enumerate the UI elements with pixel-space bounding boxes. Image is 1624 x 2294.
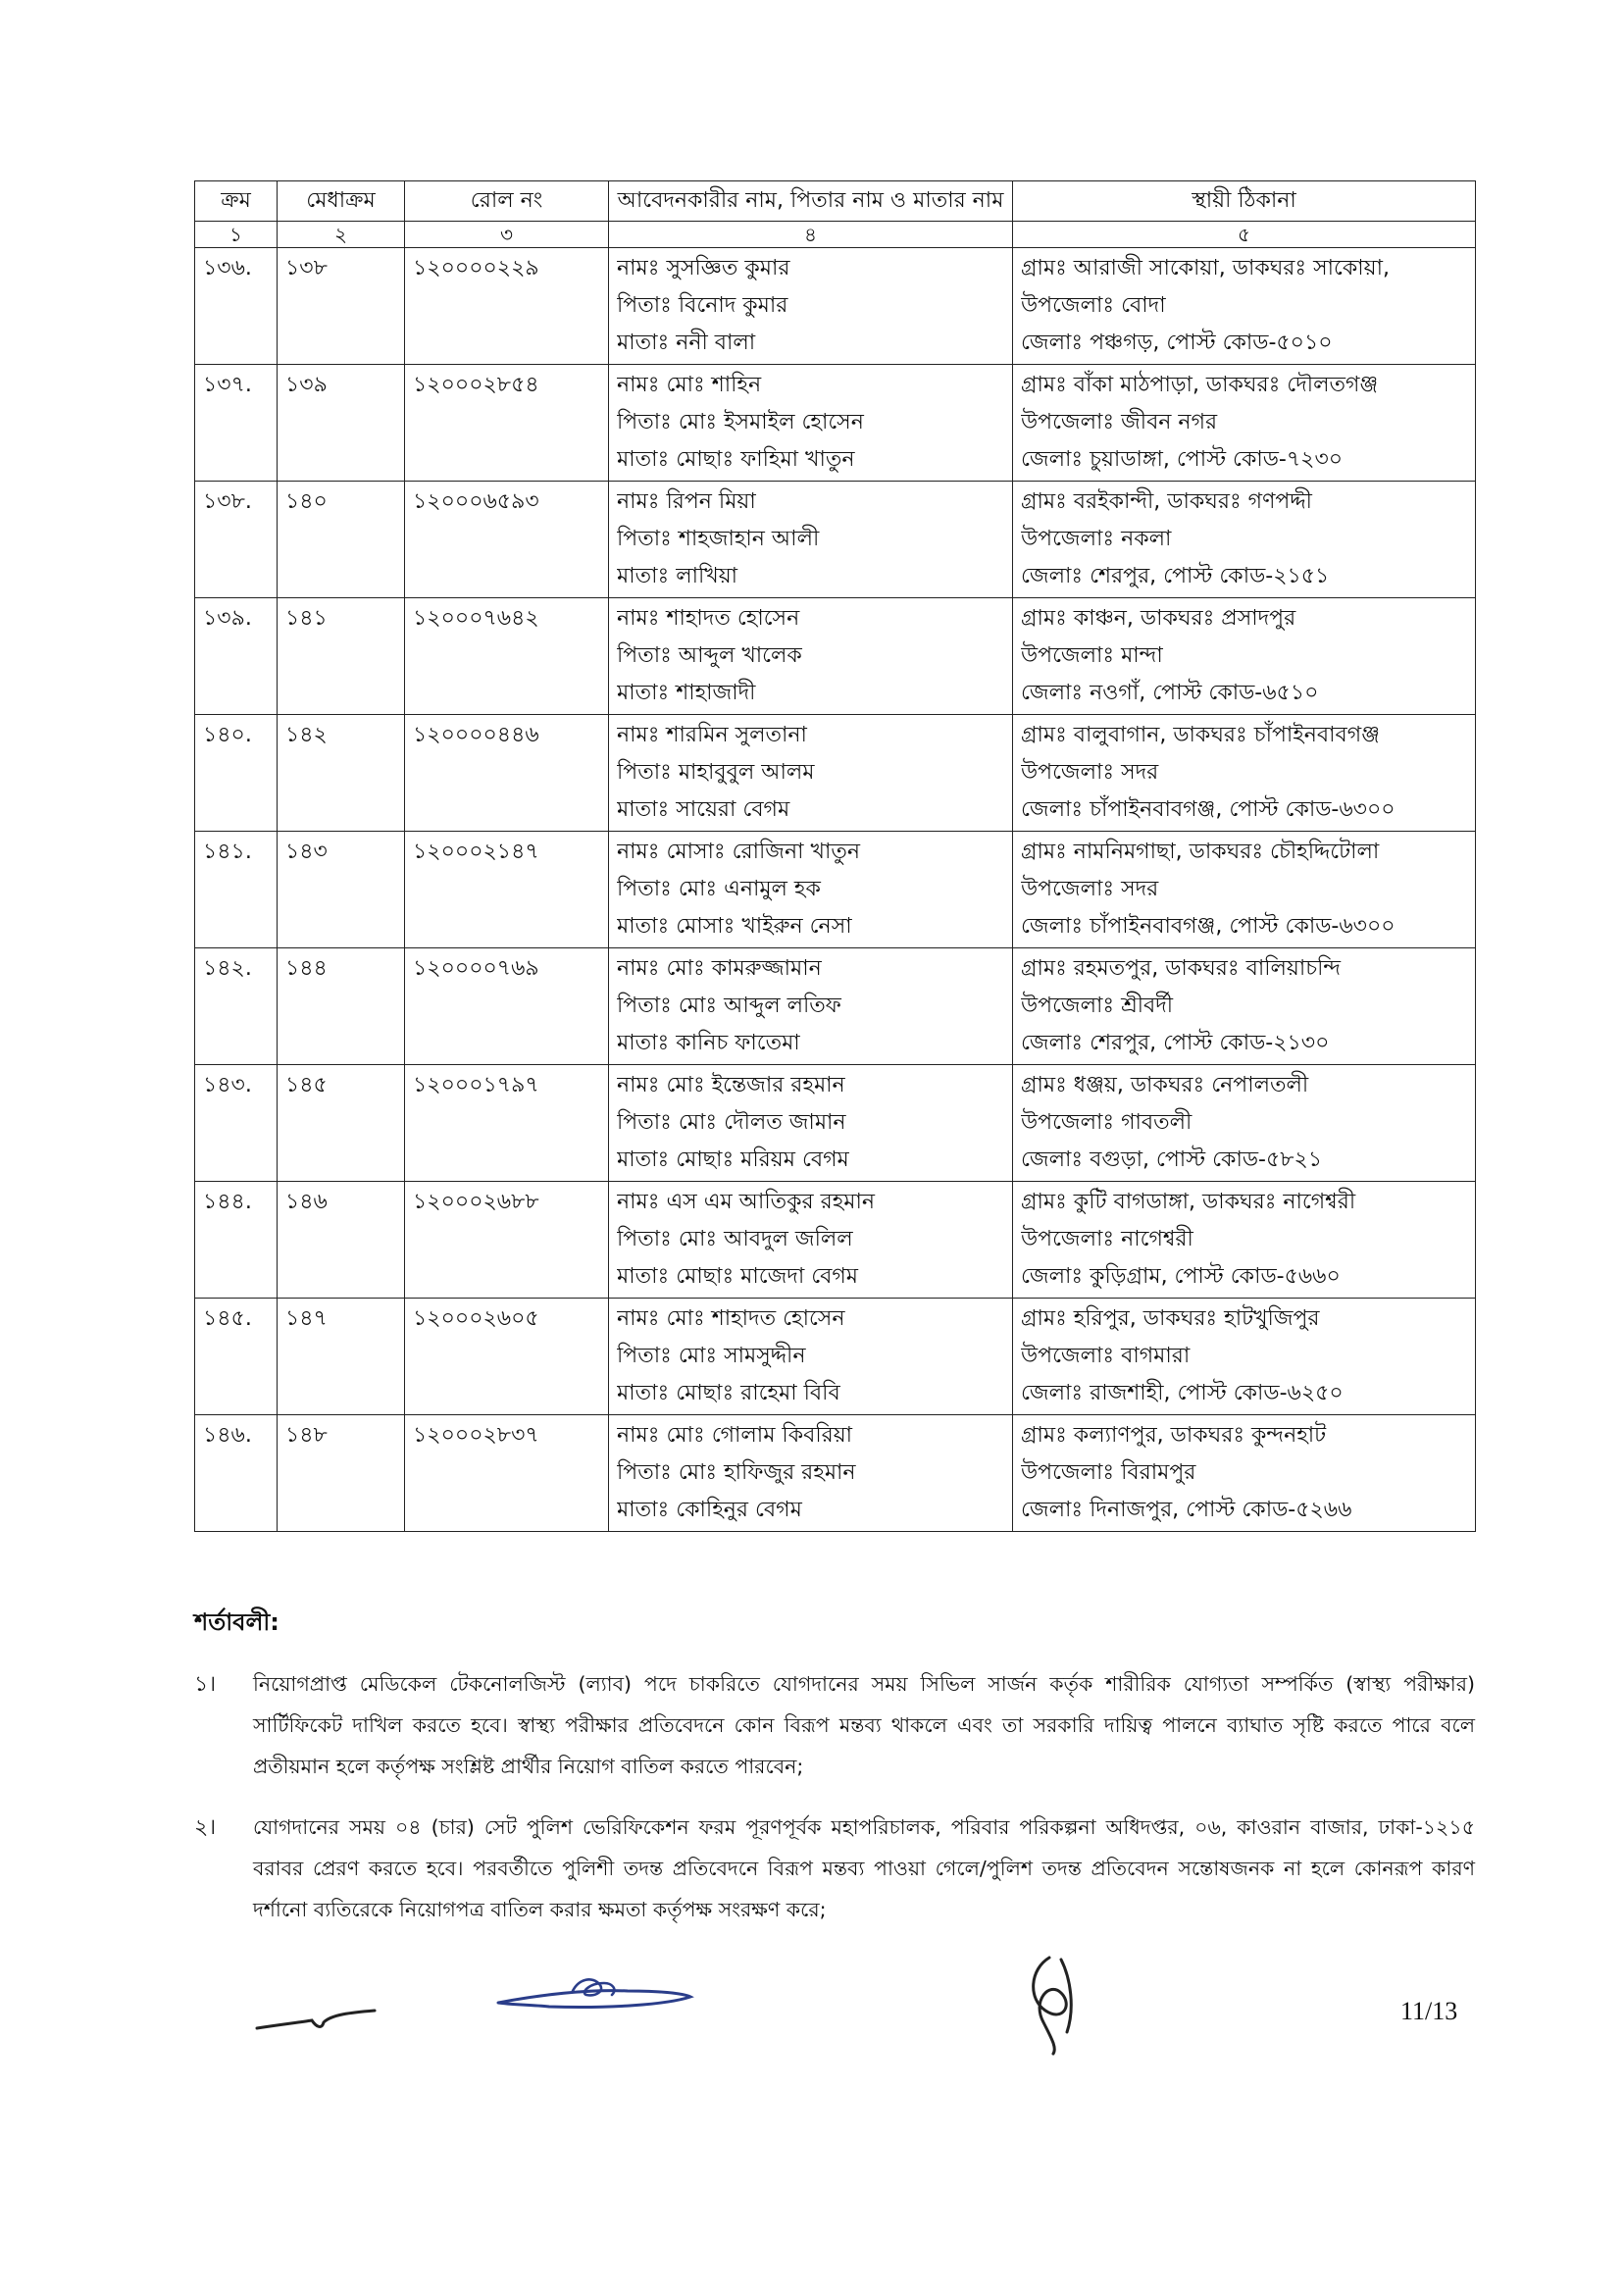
applicant-name: নামঃ শাহাদত হোসেন — [617, 606, 800, 631]
roll-cell: ১২০০০০৪৪৬ — [405, 715, 609, 832]
address-upazila: উপজেলাঃ জীবন নগর — [1021, 410, 1218, 434]
table-row — [195, 1065, 1476, 1182]
serial-cell: ১৪২. — [195, 948, 278, 1065]
header-merit: মেধাক্রম — [278, 181, 405, 222]
column-number: ২ — [278, 222, 405, 248]
address-upazila: উপজেলাঃ নাগেশ্বরী — [1021, 1227, 1193, 1251]
serial-cell: ১৪৪. — [195, 1182, 278, 1299]
address-upazila: উপজেলাঃ মান্দা — [1021, 643, 1163, 668]
address-district: জেলাঃ চাঁপাইনবাবগঞ্জ, পোস্ট কোড-৬৩০০ — [1021, 914, 1396, 939]
serial-cell: ১৪৫. — [195, 1299, 278, 1415]
mother-name: মাতাঃ কানিচ ফাতেমা — [617, 1031, 800, 1055]
names-cell — [609, 248, 1013, 365]
header-roll: রোল নং — [405, 181, 609, 222]
address-district: জেলাঃ পঞ্চগড়, পোস্ট কোড-৫০১০ — [1021, 331, 1333, 355]
address-village: গ্রামঃ ধঞ্জয়, ডাকঘরঃ নেপালতলী — [1021, 1073, 1309, 1097]
address-village: গ্রামঃ বাঁকা মাঠপাড়া, ডাকঘরঃ দৌলতগঞ্জ — [1021, 373, 1379, 397]
applicant-name: নামঃ মোঃ ইন্তেজার রহমান — [617, 1073, 845, 1097]
roll-cell: ১২০০০৬৫৯৩ — [405, 482, 609, 598]
address-district: জেলাঃ চাঁপাইনবাবগঞ্জ, পোস্ট কোড-৬৩০০ — [1021, 797, 1396, 822]
table-row — [195, 948, 1476, 1065]
address-village: গ্রামঃ নামনিমগাছা, ডাকঘরঃ চৌহদ্দিটোলা — [1021, 840, 1380, 864]
table-header-row — [195, 181, 1476, 222]
address-cell — [1013, 1182, 1476, 1299]
serial-cell: ১৪০. — [195, 715, 278, 832]
mother-name: মাতাঃ মোছাঃ মরিয়ম বেগম — [617, 1147, 849, 1172]
names-cell — [609, 832, 1013, 948]
father-name: পিতাঃ আব্দুল খালেক — [617, 643, 802, 668]
applicant-name: নামঃ রিপন মিয়া — [617, 489, 756, 514]
term-number: ২। — [194, 1815, 217, 1840]
address-village: গ্রামঃ রহমতপুর, ডাকঘরঃ বালিয়াচন্দি — [1021, 956, 1342, 981]
term-item — [194, 1807, 1475, 1930]
father-name: পিতাঃ শাহজাহান আলী — [617, 527, 820, 551]
term-item — [194, 1663, 1475, 1787]
table-row — [195, 248, 1476, 365]
father-name: পিতাঃ মোঃ হাফিজুর রহমান — [617, 1460, 856, 1485]
roll-cell: ১২০০০১৭৯৭ — [405, 1065, 609, 1182]
roll-cell: ১২০০০২৬০৫ — [405, 1299, 609, 1415]
mother-name: মাতাঃ সায়েরা বেগম — [617, 797, 790, 822]
signature-initials-2 — [490, 1962, 696, 2020]
signature-initials-1 — [253, 1991, 381, 2040]
appointee-table — [194, 180, 1476, 1532]
address-upazila: উপজেলাঃ শ্রীবর্দী — [1021, 994, 1174, 1018]
father-name: পিতাঃ মোঃ এনামুল হক — [617, 877, 821, 901]
column-number: ৫ — [1013, 222, 1476, 248]
serial-cell: ১৩৯. — [195, 598, 278, 715]
serial-cell: ১৩৬. — [195, 248, 278, 365]
term-text: যোগদানের সময় ০৪ (চার) সেট পুলিশ ভেরিফিকেশন ফরম পূরণপূর্বক মহাপরিচালক, পরিবার পরিকল্পনা অধিদপ্তর, ০৬, কাওরান বাজার, ঢাকা-১২১৫ বরাবর প্রেরণ করতে হবে। পরবর্তীতে পুলিশী তদন্ত প্রতিবেদনে বিরূপ মন্তব্য পাওয়া গেলে/পুলিশ তদন্ত প্রতিবেদন সন্তোষজনক না হলে কোনরূপ কারণ দর্শানো ব্যতিরেকে নিয়োগপত্র বাতিল করার ক্ষমতা কর্তৃপক্ষ সংরক্ষণ করে; — [253, 1815, 1475, 1921]
address-village: গ্রামঃ কল্যাণপুর, ডাকঘরঃ কুন্দনহাট — [1021, 1423, 1327, 1448]
serial-cell: ১৪৬. — [195, 1415, 278, 1532]
table-row — [195, 365, 1476, 482]
father-name: পিতাঃ মাহাবুবুল আলম — [617, 760, 815, 785]
table-row — [195, 1182, 1476, 1299]
terms-heading: শর্তাবলী: — [194, 1608, 279, 1636]
mother-name: মাতাঃ লাখিয়া — [617, 564, 738, 588]
roll-cell: ১২০০০০৭৬৯ — [405, 948, 609, 1065]
mother-name: মাতাঃ মোছাঃ মাজেদা বেগম — [617, 1264, 859, 1289]
mother-name: মাতাঃ কোহিনুর বেগম — [617, 1498, 802, 1522]
table-row — [195, 832, 1476, 948]
table-row — [195, 598, 1476, 715]
names-cell — [609, 365, 1013, 482]
address-cell — [1013, 832, 1476, 948]
address-village: গ্রামঃ বরইকান্দী, ডাকঘরঃ গণপদ্দী — [1021, 489, 1312, 514]
names-cell — [609, 482, 1013, 598]
address-village: গ্রামঃ কাঞ্চন, ডাকঘরঃ প্রসাদপুর — [1021, 606, 1296, 631]
serial-cell: ১৪৩. — [195, 1065, 278, 1182]
address-cell — [1013, 248, 1476, 365]
roll-cell: ১২০০০৭৬৪২ — [405, 598, 609, 715]
serial-cell: ১৩৭. — [195, 365, 278, 482]
applicant-name: নামঃ এস এম আতিকুর রহমান — [617, 1190, 875, 1214]
table-row — [195, 715, 1476, 832]
term-number: ১। — [194, 1672, 217, 1697]
applicant-name: নামঃ মোঃ গোলাম কিবরিয়া — [617, 1423, 853, 1448]
roll-cell: ১২০০০২৬৮৮ — [405, 1182, 609, 1299]
address-cell — [1013, 1299, 1476, 1415]
father-name: পিতাঃ মোঃ দৌলত জামান — [617, 1110, 846, 1135]
address-village: গ্রামঃ বালুবাগান, ডাকঘরঃ চাঁপাইনবাবগঞ্জ — [1021, 723, 1380, 747]
mother-name: মাতাঃ মোছাঃ রাহেমা বিবি — [617, 1381, 840, 1405]
names-cell — [609, 598, 1013, 715]
address-upazila: উপজেলাঃ নকলা — [1021, 527, 1172, 551]
names-cell — [609, 948, 1013, 1065]
names-cell — [609, 1299, 1013, 1415]
address-district: জেলাঃ দিনাজপুর, পোস্ট কোড-৫২৬৬ — [1021, 1498, 1352, 1522]
applicant-name: নামঃ মোসাঃ রোজিনা খাতুন — [617, 840, 860, 864]
applicant-name: নামঃ শারমিন সুলতানা — [617, 723, 807, 747]
address-district: জেলাঃ কুড়িগ্রাম, পোস্ট কোড-৫৬৬০ — [1021, 1264, 1341, 1289]
serial-cell: ১৩৮. — [195, 482, 278, 598]
roll-cell: ১২০০০২৮৩৭ — [405, 1415, 609, 1532]
header-names: আবেদনকারীর নাম, পিতার নাম ও মাতার নাম — [609, 181, 1013, 222]
address-district: জেলাঃ চুয়াডাঙ্গা, পোস্ট কোড-৭২৩০ — [1021, 447, 1344, 472]
page-number: 11/13 — [1400, 1997, 1458, 2025]
mother-name: মাতাঃ শাহাজাদী — [617, 681, 756, 705]
roll-cell: ১২০০০০২২৯ — [405, 248, 609, 365]
merit-cell: ১৩৮ — [278, 248, 405, 365]
mother-name: মাতাঃ মোসাঃ খাইরুন নেসা — [617, 914, 852, 939]
address-upazila: উপজেলাঃ সদর — [1021, 877, 1159, 901]
applicant-name: নামঃ মোঃ কামরুজ্জামান — [617, 956, 822, 981]
names-cell — [609, 1415, 1013, 1532]
serial-cell: ১৪১. — [195, 832, 278, 948]
merit-cell: ১৪২ — [278, 715, 405, 832]
applicant-name: নামঃ মোঃ শাহিন — [617, 373, 762, 397]
father-name: পিতাঃ মোঃ সামসুদ্দীন — [617, 1344, 806, 1368]
applicant-name: নামঃ সুসজ্ঞিত কুমার — [617, 256, 790, 280]
roll-cell: ১২০০০২১৪৭ — [405, 832, 609, 948]
table-row — [195, 1415, 1476, 1532]
merit-cell: ১৪১ — [278, 598, 405, 715]
address-cell — [1013, 1415, 1476, 1532]
address-cell — [1013, 715, 1476, 832]
applicant-name: নামঃ মোঃ শাহাদত হোসেন — [617, 1306, 845, 1331]
merit-cell: ১৪৭ — [278, 1299, 405, 1415]
address-cell — [1013, 365, 1476, 482]
father-name: পিতাঃ মোঃ ইসমাইল হোসেন — [617, 410, 864, 434]
address-upazila: উপজেলাঃ বোদা — [1021, 293, 1166, 318]
address-district: জেলাঃ নওগাঁ, পোস্ট কোড-৬৫১০ — [1021, 681, 1319, 705]
merit-cell: ১৪৫ — [278, 1065, 405, 1182]
merit-cell: ১৪৬ — [278, 1182, 405, 1299]
address-cell — [1013, 1065, 1476, 1182]
header-serial: ক্রম — [195, 181, 278, 222]
merit-cell: ১৪৮ — [278, 1415, 405, 1532]
address-upazila: উপজেলাঃ বাগমারা — [1021, 1344, 1191, 1368]
merit-cell: ১৩৯ — [278, 365, 405, 482]
column-number: ৩ — [405, 222, 609, 248]
address-cell — [1013, 482, 1476, 598]
merit-cell: ১৪০ — [278, 482, 405, 598]
address-upazila: উপজেলাঃ গাবতলী — [1021, 1110, 1193, 1135]
column-number: ৪ — [609, 222, 1013, 248]
father-name: পিতাঃ মোঃ আবদুল জলিল — [617, 1227, 853, 1251]
mother-name: মাতাঃ ননী বালা — [617, 331, 756, 355]
names-cell — [609, 715, 1013, 832]
address-district: জেলাঃ শেরপুর, পোস্ট কোড-২১৩০ — [1021, 1031, 1330, 1055]
address-cell — [1013, 598, 1476, 715]
address-village: গ্রামঃ আরাজী সাকোয়া, ডাকঘরঃ সাকোয়া, — [1021, 256, 1390, 280]
address-cell — [1013, 948, 1476, 1065]
term-text: নিয়োগপ্রাপ্ত মেডিকেল টেকনোলজিস্ট (ল্যাব) পদে চাকরিতে যোগদানের সময় সিভিল সার্জন কর্তৃক শারীরিক যোগ্যতা সম্পর্কিত (স্বাস্থ্য পরীক্ষার) সার্টিফিকেট দাখিল করতে হবে। স্বাস্থ্য পরীক্ষার প্রতিবেদনে কোন বিরূপ মন্তব্য থাকলে এবং তা সরকারি দায়িত্ব পালনে ব্যাঘাত সৃষ্টি করতে পারে বলে প্রতীয়মান হলে কর্তৃপক্ষ সংশ্লিষ্ট প্রার্থীর নিয়োগ বাতিল করতে পারবেন; — [253, 1672, 1475, 1778]
merit-cell: ১৪৪ — [278, 948, 405, 1065]
signature-initials-3 — [1010, 1950, 1098, 2058]
table-row — [195, 482, 1476, 598]
header-address: স্থায়ী ঠিকানা — [1013, 181, 1476, 222]
names-cell — [609, 1065, 1013, 1182]
table-row — [195, 1299, 1476, 1415]
names-cell — [609, 1182, 1013, 1299]
terms-section — [194, 1605, 1475, 1950]
address-village: গ্রামঃ কুটি বাগডাঙ্গা, ডাকঘরঃ নাগেশ্বরী — [1021, 1190, 1356, 1214]
merit-cell: ১৪৩ — [278, 832, 405, 948]
father-name: পিতাঃ মোঃ আব্দুল লতিফ — [617, 994, 841, 1018]
mother-name: মাতাঃ মোছাঃ ফাহিমা খাতুন — [617, 447, 855, 472]
address-district: জেলাঃ বগুড়া, পোস্ট কোড-৫৮২১ — [1021, 1147, 1323, 1172]
address-upazila: উপজেলাঃ সদর — [1021, 760, 1159, 785]
roll-cell: ১২০০০২৮৫৪ — [405, 365, 609, 482]
column-number-row — [195, 222, 1476, 248]
column-number: ১ — [195, 222, 278, 248]
address-upazila: উপজেলাঃ বিরামপুর — [1021, 1460, 1196, 1485]
address-district: জেলাঃ রাজশাহী, পোস্ট কোড-৬২৫০ — [1021, 1381, 1344, 1405]
address-village: গ্রামঃ হরিপুর, ডাকঘরঃ হাটখুজিপুর — [1021, 1306, 1320, 1331]
address-district: জেলাঃ শেরপুর, পোস্ট কোড-২১৫১ — [1021, 564, 1330, 588]
father-name: পিতাঃ বিনোদ কুমার — [617, 293, 788, 318]
